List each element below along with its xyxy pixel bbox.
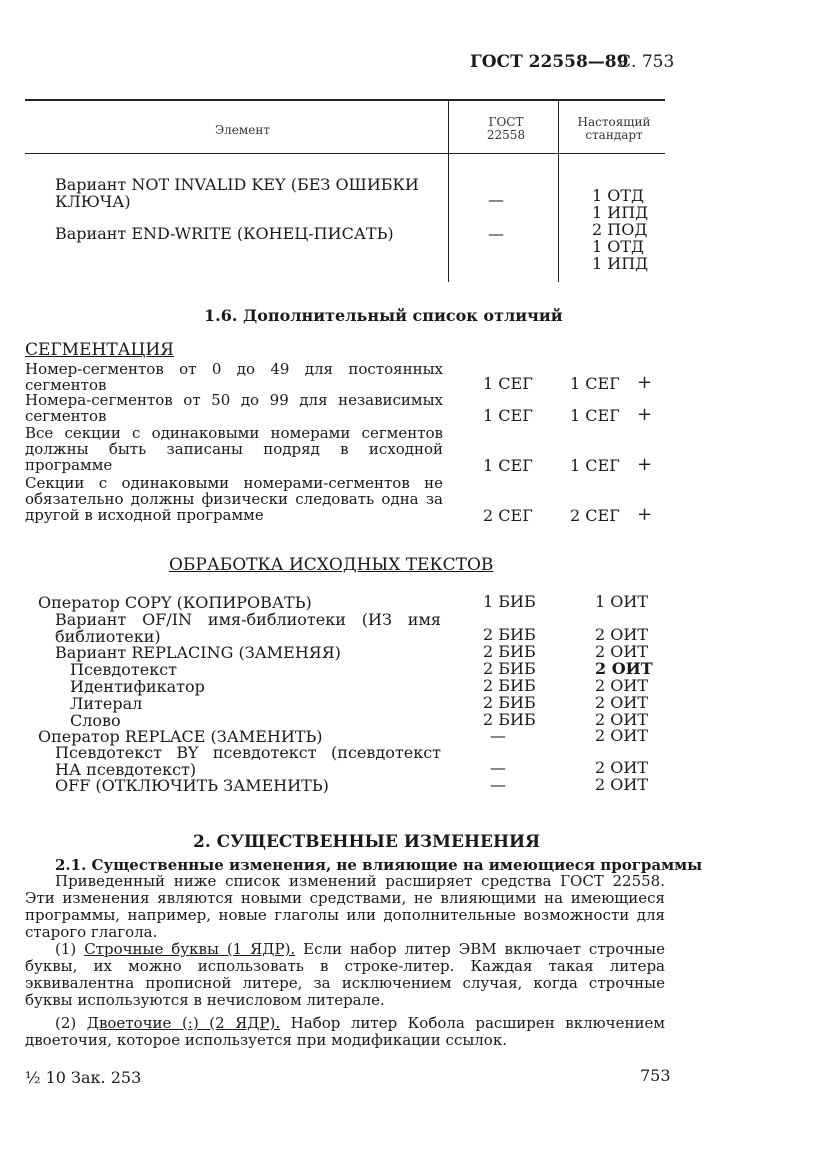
list-item-current: 2 ОИТ xyxy=(595,676,649,695)
item-1-text: Если набор литер ЭВМ включает строчные буквы, их можно использовать в строке-литер. Каждая такая литера эквивалентна прописной литере, за исключением случая, когда строчные буквы используются в нечисловом литерале. xyxy=(25,940,665,1009)
list-item-mark: + xyxy=(637,404,653,425)
source-processing-heading: ОБРАБОТКА ИСХОДНЫХ ТЕКСТОВ xyxy=(169,555,494,575)
current-value: 1 ОТД xyxy=(592,186,645,205)
item-1-num: (1) xyxy=(55,940,77,958)
table-row-element: Вариант NOT INVALID KEY (БЕЗ ОШИБКИ КЛЮЧА) xyxy=(55,175,419,211)
intro-paragraph: Приведенный ниже список изменений расширяет средства ГОСТ 22558. Эти изменения являются новыми средствами, не влияющими на имеющиеся программы, например, новые глаголы или дополнительные возможности для старого глагола. xyxy=(25,872,665,941)
list-item-gost: 2 СЕГ xyxy=(483,506,533,525)
current-value: 1 ИПД xyxy=(592,203,649,222)
list-item-mark: + xyxy=(637,372,653,393)
current-value: 2 ПОД xyxy=(592,220,648,239)
list-item-gost: 1 СЕГ xyxy=(483,374,533,393)
section-2-title: 2. СУЩЕСТВЕННЫЕ ИЗМЕНЕНИЯ xyxy=(193,832,541,852)
section-1-6-title: 1.6. Дополнительный список отличий xyxy=(204,306,563,325)
list-item-current: 2 ОИТ xyxy=(595,710,649,729)
list-item-current: 2 ОИТ xyxy=(595,726,649,745)
list-item-text: OFF (ОТКЛЮЧИТЬ ЗАМЕНИТЬ) xyxy=(55,776,329,795)
list-item-gost: 1 БИБ xyxy=(483,592,536,611)
list-item-gost: 2 БИБ xyxy=(483,710,536,729)
list-item-text: Вариант OF/IN имя-библиотеки (ИЗ имя библиотеки) xyxy=(55,610,441,646)
list-item-gost: 2 БИБ xyxy=(483,676,536,695)
list-item-mark: + xyxy=(637,454,653,475)
list-item-text: Оператор REPLACE (ЗАМЕНИТЬ) xyxy=(38,727,323,746)
list-item-text: Все секции с одинаковыми номерами сегментов должны быть записаны подряд в исходной программе xyxy=(25,424,443,474)
list-item-gost: 2 БИБ xyxy=(483,625,536,644)
list-item-current: 2 ОИТ xyxy=(595,693,649,712)
footer-page-number: 753 xyxy=(640,1066,671,1085)
footer-left: ½ 10 Зак. 253 xyxy=(25,1068,142,1087)
table-row-element: Вариант END-WRITE (КОНЕЦ-ПИСАТЬ) xyxy=(55,224,394,243)
list-item-current: 1 ОИТ xyxy=(595,592,649,611)
list-item-current: 2 ОИТ xyxy=(595,758,649,777)
item-2-title: Двоеточие (:) (2 ЯДР). xyxy=(86,1014,281,1032)
item-1-title: Строчные буквы (1 ЯДР). xyxy=(84,940,296,958)
doc-title: ГОСТ 22558—89 xyxy=(470,52,629,72)
table-divider-2 xyxy=(558,99,559,282)
list-item-text: Вариант REPLACING (ЗАМЕНЯЯ) xyxy=(55,643,341,662)
item-2-num: (2) xyxy=(55,1014,77,1032)
list-item-current: 2 ОИТ xyxy=(595,625,649,644)
list-item-text: Псевдотекст BY псевдотекст (псевдотекст НА псевдотекст) xyxy=(55,743,441,779)
list-item-current: 1 СЕГ xyxy=(570,374,620,393)
list-item-current: 2 ОИТ xyxy=(595,642,649,661)
list-item-text: Оператор COPY (КОПИРОВАТЬ) xyxy=(38,593,312,612)
col-header-element: Элемент xyxy=(215,123,270,137)
list-item-gost: 2 БИБ xyxy=(483,659,536,678)
list-item-current: 2 ОИТ xyxy=(595,659,653,678)
item-1-paragraph xyxy=(25,941,665,1009)
list-item-gost: 1 СЕГ xyxy=(483,456,533,475)
page-number: С. 753 xyxy=(618,52,675,72)
list-item-text: Слово xyxy=(70,711,121,730)
list-item-mark: + xyxy=(637,504,653,525)
list-item-current: 2 ОИТ xyxy=(595,775,649,794)
list-item-gost: — xyxy=(490,775,506,794)
table-row-gost: — xyxy=(488,224,504,243)
list-item-text: Литерал xyxy=(70,694,143,713)
item-2-text: Набор литер Кобола расширен включением двоеточия, которое используется при модификации ссылок. xyxy=(25,1014,665,1049)
list-item-gost: 1 СЕГ xyxy=(483,406,533,425)
table-row-gost: — xyxy=(488,190,504,209)
list-item-text: Псевдотекст xyxy=(70,660,178,679)
list-item-text: Номера-сегментов от 50 до 99 для независимых сегментов xyxy=(25,391,443,425)
list-item-gost: — xyxy=(490,758,506,777)
list-item-gost: 2 БИБ xyxy=(483,642,536,661)
list-item-gost: — xyxy=(490,726,506,745)
table-header-rule xyxy=(25,153,665,154)
list-item-text: Секции с одинаковыми номерами-сегментов не обязательно должны физически следовать одна за другой в исходной программе xyxy=(25,474,443,524)
item-2-paragraph xyxy=(25,1015,665,1049)
list-item-current: 2 СЕГ xyxy=(570,506,620,525)
list-item-current: 1 СЕГ xyxy=(570,406,620,425)
col-header-current: Настоящий стандарт xyxy=(577,115,651,142)
list-item-text: Идентификатор xyxy=(70,677,205,696)
segmentation-heading: СЕГМЕНТАЦИЯ xyxy=(25,340,174,360)
list-item-current: 1 СЕГ xyxy=(570,456,620,475)
table-top-rule xyxy=(25,99,665,101)
col-header-gost: ГОСТ 22558 xyxy=(486,115,526,142)
current-value: 1 ИПД xyxy=(592,254,649,273)
table-divider-1 xyxy=(448,99,449,282)
current-value: 1 ОТД xyxy=(592,237,645,256)
list-item-gost: 2 БИБ xyxy=(483,693,536,712)
list-item-text: Номер-сегментов от 0 до 49 для постоянных сегментов xyxy=(25,360,443,394)
section-2-1-title: 2.1. Существенные изменения, не влияющие на имеющиеся программы xyxy=(55,856,703,874)
